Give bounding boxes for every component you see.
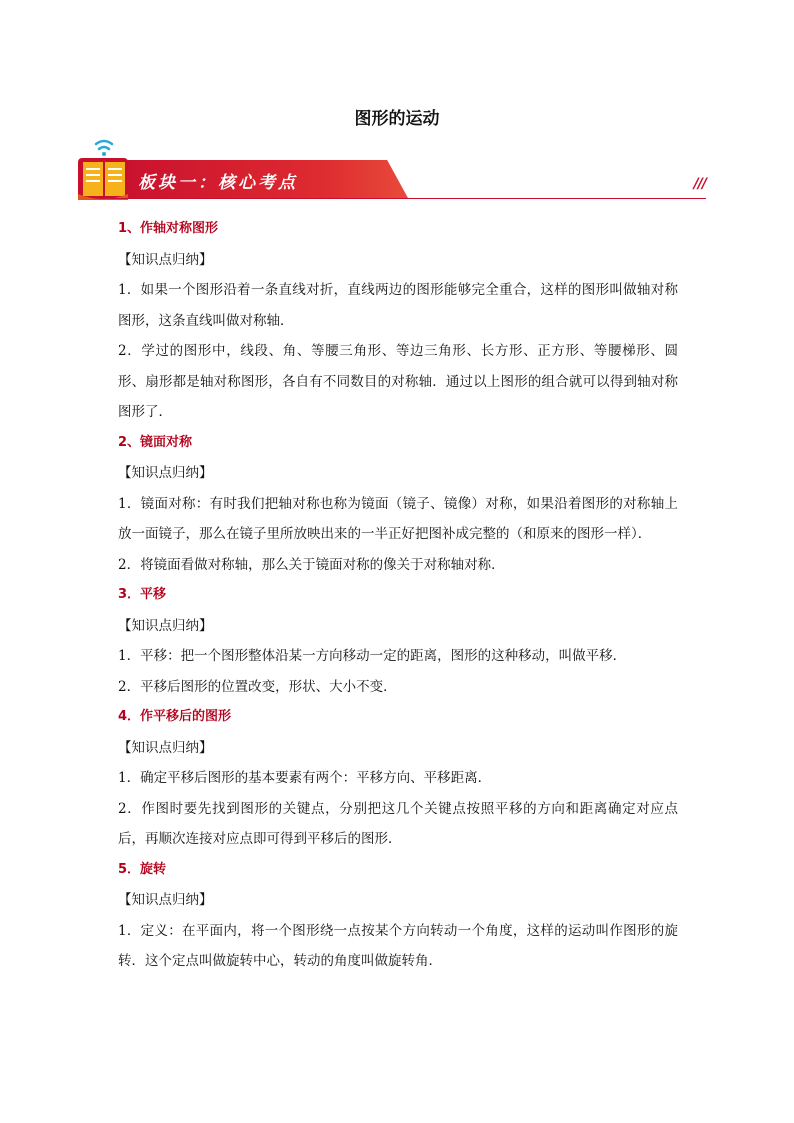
knowledge-label: 【知识点归纳】 xyxy=(118,617,213,634)
knowledge-label: 【知识点归纳】 xyxy=(118,465,213,481)
paragraph: 1．如果一个图形沿着一条直线对折，直线两边的图形能够完全重合，这样的图形叫做轴对称图形，这条直线叫做对称轴． xyxy=(118,282,678,329)
paragraph: 1．平移：把一个图形整体沿某一方向移动一定的距离，图形的这种移动，叫做平移． xyxy=(118,648,627,664)
banner-label: 板块一：核心考点 xyxy=(138,173,298,193)
paragraph: 1．镜面对称：有时我们把轴对称也称为镜面（镜子、镜像）对称，如果沿着图形的对称轴上放一面镜子，那么在镜子里所放映出来的一半正好把图补成完整的（和原来的图形一样）． xyxy=(118,495,678,542)
paragraph: 2．学过的图形中，线段、角、等腰三角形、等边三角形、长方形、正方形、等腰梯形、圆形、扇形都是轴对称图形，各自有不同数目的对称轴．通过以上图形的组合就可以得到轴对称图形了． xyxy=(118,343,678,420)
section-heading: 4．作平移后的图形 xyxy=(118,709,232,724)
page-title: 图形的运动 xyxy=(354,109,440,129)
paragraph: 1．定义：在平面内，将一个图形绕一点按某个方向转动一个角度，这样的运动叫作图形的旋转．这个定点叫做旋转中心，转动的角度叫做旋转角． xyxy=(118,922,678,969)
section-heading: 3．平移 xyxy=(118,587,167,602)
section-banner xyxy=(74,138,708,204)
document-body xyxy=(118,214,678,977)
paragraph: 1．确定平移后图形的基本要素有两个：平移方向、平移距离． xyxy=(118,770,492,786)
banner-underline xyxy=(110,198,706,199)
paragraph: 2．平移后图形的位置改变，形状、大小不变． xyxy=(118,678,397,695)
book-icon xyxy=(74,138,136,204)
knowledge-label: 【知识点归纳】 xyxy=(118,739,213,756)
paragraph: 2．作图时要先找到图形的关键点，分别把这几个关键点按照平移的方向和距离确定对应点后，再顺次连接对应点即可得到平移后的图形． xyxy=(118,800,678,847)
section-heading: 5．旋转 xyxy=(118,861,167,877)
section-heading: 2、镜面对称 xyxy=(118,434,193,450)
section-heading: 1、作轴对称图形 xyxy=(118,221,219,236)
banner-slashes: /// xyxy=(693,176,706,192)
paragraph: 2．将镜面看做对称轴，那么关于镜面对称的像关于对称轴对称． xyxy=(118,556,505,573)
knowledge-label: 【知识点归纳】 xyxy=(118,251,213,268)
knowledge-label: 【知识点归纳】 xyxy=(118,892,213,908)
